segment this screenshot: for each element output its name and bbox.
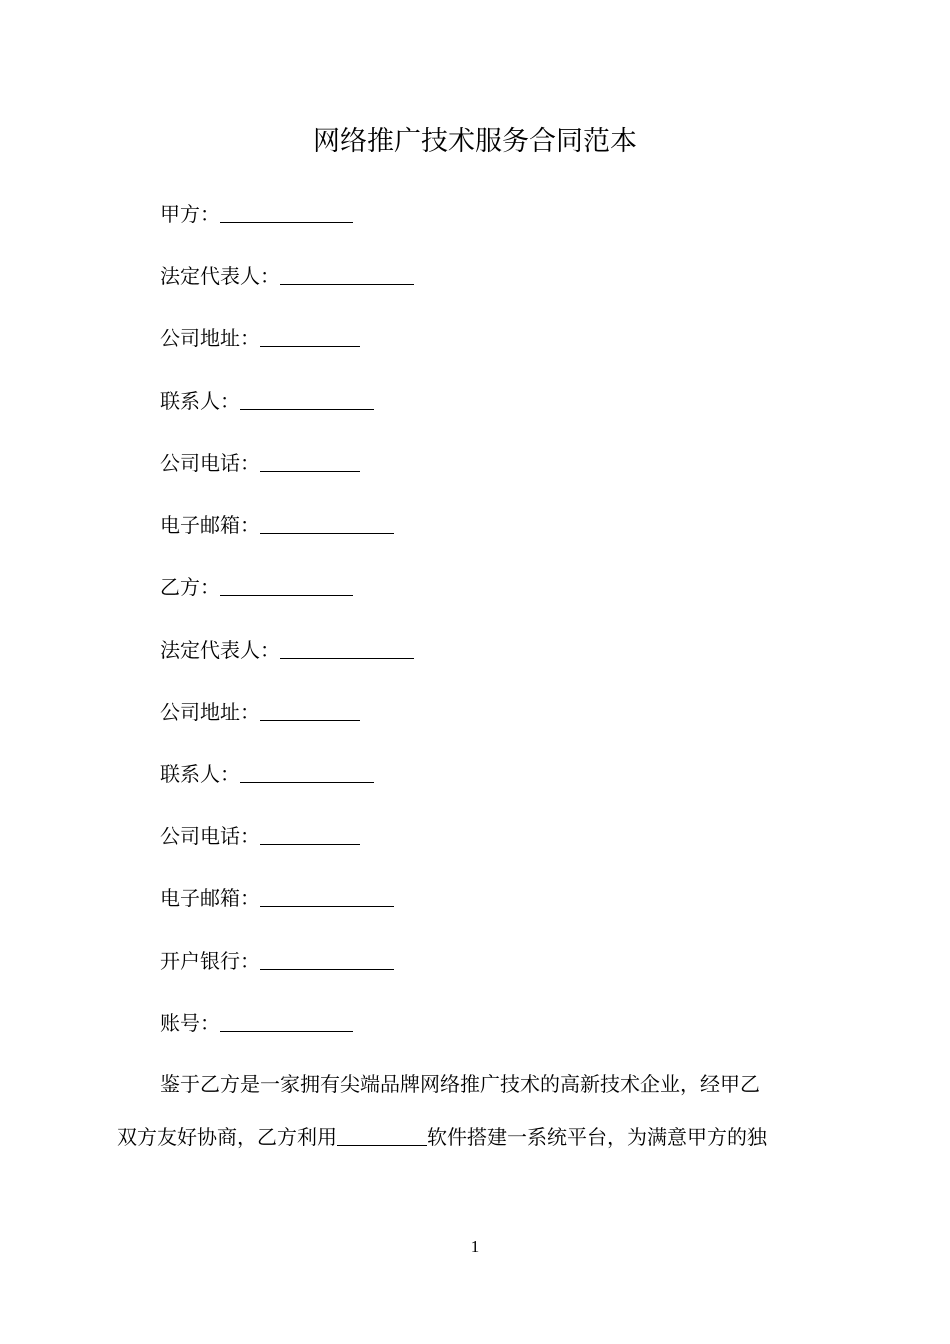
- party-b-contact-label: 联系人：: [160, 762, 240, 786]
- party-a-email-blank: [260, 513, 394, 534]
- party-a-address-label: 公司地址：: [160, 326, 260, 350]
- software-blank: [337, 1125, 427, 1146]
- party-b-account-field: [160, 1008, 353, 1038]
- party-a-contact-blank: [240, 389, 374, 410]
- party-b-email-field: [160, 883, 394, 913]
- paragraph-line-1: 鉴于乙方是一家拥有尖端品牌网络推广技术的高新技术企业，经甲乙: [160, 1072, 760, 1096]
- party-a-rep-field: [160, 261, 414, 291]
- party-b-address-blank: [260, 700, 360, 721]
- party-a-email-label: 电子邮箱：: [160, 513, 260, 537]
- party-b-contact-field: [160, 759, 374, 789]
- paragraph-line-2-after: 软件搭建一系统平台，为满意甲方的独: [427, 1125, 767, 1149]
- party-b-rep-label: 法定代表人：: [160, 638, 280, 662]
- party-b-contact-blank: [240, 762, 374, 783]
- party-a-phone-label: 公司电话：: [160, 451, 260, 475]
- party-a-rep-label: 法定代表人：: [160, 264, 280, 288]
- party-b-phone-field: [160, 821, 360, 851]
- party-b-account-blank: [220, 1011, 353, 1032]
- party-b-rep-blank: [280, 638, 414, 659]
- party-a-contact-label: 联系人：: [160, 389, 240, 413]
- party-a-rep-blank: [280, 264, 414, 285]
- party-b-email-blank: [260, 886, 394, 907]
- party-a-name-blank: [220, 202, 353, 223]
- party-b-address-label: 公司地址：: [160, 700, 260, 724]
- party-b-bank-label: 开户银行：: [160, 949, 260, 973]
- party-a-contact-field: [160, 386, 374, 416]
- party-b-email-label: 电子邮箱：: [160, 886, 260, 910]
- party-a-name-field: [160, 199, 353, 229]
- paragraph-line-2: [117, 1122, 839, 1152]
- party-a-address-field: [160, 323, 360, 353]
- party-a-phone-blank: [260, 451, 360, 472]
- party-b-address-field: [160, 697, 360, 727]
- page-number: 1: [470, 1237, 480, 1256]
- party-b-name-field: [160, 572, 353, 602]
- paragraph-line-2-before: 双方友好协商，乙方利用: [117, 1125, 337, 1149]
- party-b-account-label: 账号：: [160, 1011, 220, 1035]
- party-a-address-blank: [260, 326, 360, 347]
- party-a-name-label: 甲方：: [160, 202, 220, 226]
- party-b-phone-label: 公司电话：: [160, 824, 260, 848]
- party-b-rep-field: [160, 635, 414, 665]
- party-b-phone-blank: [260, 824, 360, 845]
- party-a-phone-field: [160, 448, 360, 478]
- document-title: 网络推广技术服务合同范本: [313, 126, 637, 157]
- party-b-name-label: 乙方：: [160, 575, 220, 599]
- party-b-bank-field: [160, 946, 394, 976]
- party-b-bank-blank: [260, 949, 394, 970]
- party-b-name-blank: [220, 575, 353, 596]
- party-a-email-field: [160, 510, 394, 540]
